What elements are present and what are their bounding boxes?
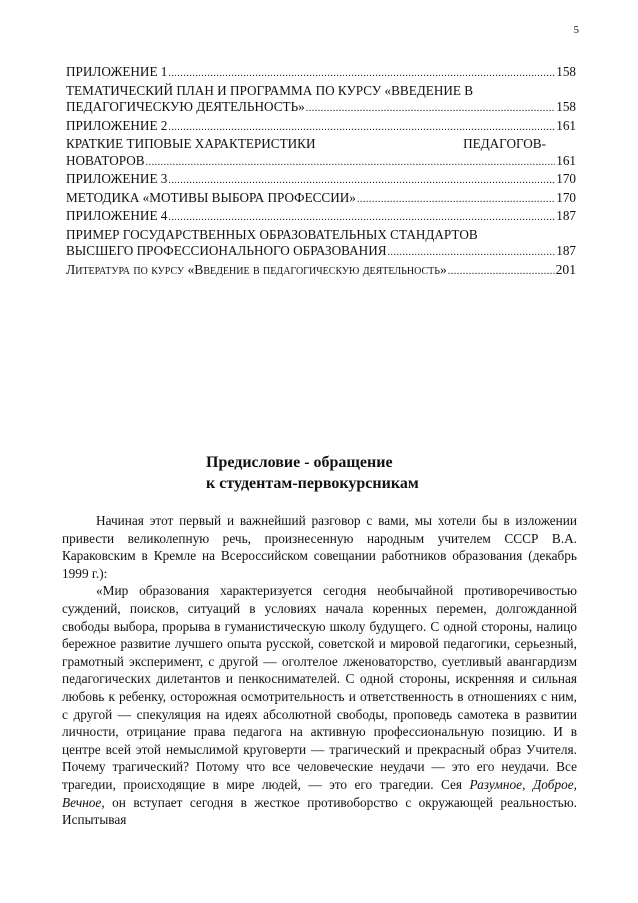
toc-entry-title: МЕТОДИКА «МОТИВЫ ВЫБОРА ПРОФЕССИИ»	[66, 189, 356, 205]
toc-entry-title: Литература по курсу «Введение в педагогическую деятельность»	[66, 261, 447, 277]
toc-leader-dots	[168, 173, 555, 190]
toc-entry-title: ПРИЛОЖЕНИЕ 3	[66, 171, 168, 186]
toc-entry-title-line2: ВЫСШЕГО ПРОФЕССИОНАЛЬНОГО ОБРАЗОВАНИЯ	[66, 243, 387, 258]
toc-entry-title-line2: ПЕДАГОГИЧЕСКУЮ ДЕЯТЕЛЬНОСТЬ»	[66, 99, 305, 114]
toc-entry	[66, 64, 576, 83]
toc-entry-page: 187	[556, 243, 576, 258]
paragraph-text: он вступает сегодня в жесткое противоборство с окружающей реальностью. Испытывая	[62, 794, 577, 828]
quote-paragraph	[62, 582, 577, 828]
table-of-contents	[66, 64, 576, 280]
toc-entry	[66, 153, 576, 172]
toc-leader-dots	[168, 66, 555, 83]
toc-entry	[66, 262, 576, 281]
toc-entry-page: 161	[556, 152, 576, 168]
toc-entry-title-line1	[66, 136, 576, 153]
page-number: 5	[573, 24, 579, 36]
toc-entry-title-part: КРАТКИЕ ТИПОВЫЕ ХАРАКТЕРИСТИКИ	[66, 136, 316, 151]
section-heading-line2: к студентам-первокурсникам	[206, 475, 419, 492]
toc-entry-title-part: ПЕДАГОГОВ-	[463, 136, 546, 151]
toc-leader-dots	[388, 245, 556, 262]
toc-entry	[66, 208, 576, 227]
paragraph-italic-text: Разумное, Доброе, Вечное,	[62, 776, 577, 810]
section-heading-line1: Предисловие - обращение	[206, 454, 393, 471]
section-heading	[206, 452, 419, 494]
toc-entry	[66, 171, 576, 190]
toc-entry-page: 187	[556, 208, 576, 223]
toc-entry-page: 201	[555, 261, 576, 277]
toc-entry-title: ПРИЛОЖЕНИЕ 4	[66, 208, 168, 223]
toc-leader-dots	[357, 192, 555, 209]
toc-leader-dots	[306, 101, 555, 118]
paragraph: Начиная этот первый и важнейший разговор с вами, мы хотели бы в изложении привести великолепную речь, произнесенную народным учителем СССР В.А. Караковским в Кремле на Всероссийском совещании работников образования (декабрь 1999 г.):	[62, 513, 577, 581]
toc-entry-page: 161	[556, 117, 576, 133]
toc-entry	[66, 99, 576, 118]
toc-entry-page: 170	[556, 189, 576, 205]
toc-entry-page: 158	[556, 64, 576, 79]
toc-entry-page: 158	[556, 99, 576, 114]
toc-leader-dots	[146, 155, 556, 172]
toc-entry-title: ПРИЛОЖЕНИЕ 2	[66, 117, 168, 133]
toc-entry-title: ПРИЛОЖЕНИЕ 1	[66, 64, 168, 79]
body-text	[62, 512, 577, 829]
toc-entry-title-line1: ПРИМЕР ГОСУДАРСТВЕННЫХ ОБРАЗОВАТЕЛЬНЫХ СТАНДАРТОВ	[66, 226, 478, 242]
toc-entry-title-line2: НОВАТОРОВ	[66, 152, 145, 168]
toc-entry	[66, 190, 576, 209]
toc-entry	[66, 118, 576, 137]
toc-leader-dots	[168, 120, 555, 137]
toc-leader-dots	[448, 264, 555, 281]
paragraph-text: «Мир образования характеризуется сегодня необычайной противоречивостью суждений, поисков, ситуаций в условиях начала коренных перемен, долгожданной свободы выбора, прорыва в гуманистическую школу будущего. С одной стороны, налицо бережное развитие лучшего опыта русской, советской и мировой педагогики, серьезный, грамотный эксперимент, с другой — оголтелое лженоваторство, суетливый авангардизм педагогических дилетантов и пенкоснимателей. С одной стороны, искренняя и сильная любовь к ребенку, осторожная осмотрительность и ответственность в отношениях с ним, с другой — спекуляция на идеях абсолютной свободы, проповедь самотека в развитии личности, отрицание права педагога на активную профессиональную позицию. И в центре всей этой немыслимой круговерти — трагический и прекрасный образ Учителя. Почему трагический? Потому что все человеческие неудачи — это его неудачи. Все трагедии, происходящие в мире людей, — это его трагедии. Сея	[62, 583, 577, 792]
toc-entry	[66, 243, 576, 262]
toc-entry-title-line1: ТЕМАТИЧЕСКИЙ ПЛАН И ПРОГРАММА ПО КУРСУ «ВВЕДЕНИЕ В	[66, 82, 474, 98]
toc-entry-page: 170	[556, 171, 576, 186]
toc-leader-dots	[168, 210, 555, 227]
